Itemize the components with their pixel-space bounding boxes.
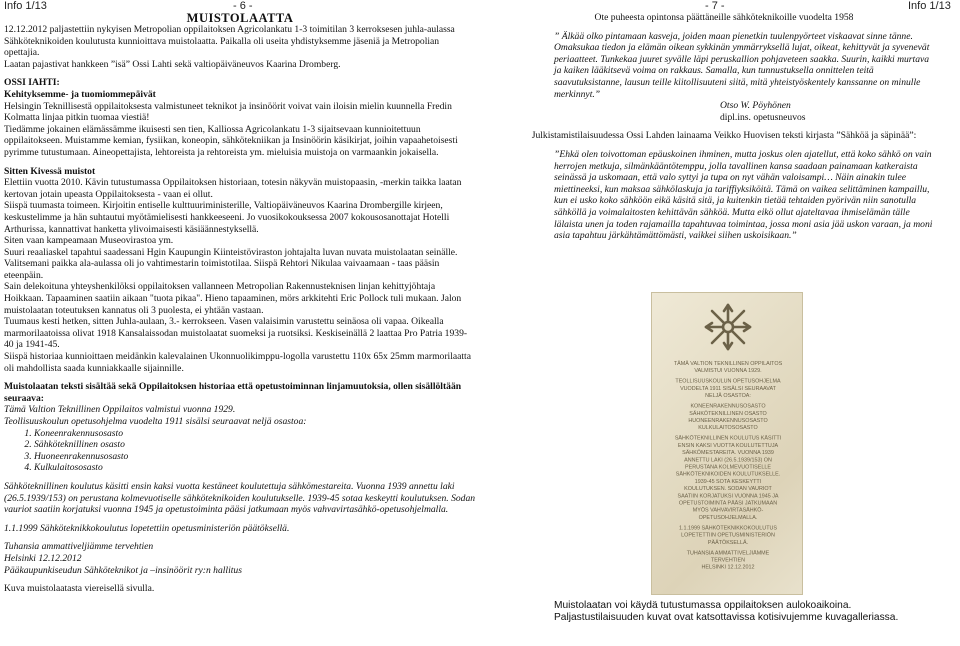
caption-line-2: Paljastustilaisuuden kuvat ovat katsottavissa kotisivujemme kuvagalleriassa. [554,612,899,624]
list-item: 3. Huoneenrakennusosasto [34,451,476,463]
plaque-text-line: HELSINKI 12.12.2012 [701,564,755,571]
section-body: Elettiin vuotta 2010. Kävin tutustumassa Oppilaitoksen historiaan, totesin näkyvän muistopaasin, -merkin taikka laatan kertovan jotain upeasta Oppilaitoksesta - vaan ei ollut. Siispä tuumasta toimeen. Kirjoitin entiselle kulttuuriministerille, Valtiopäiväneuvos Kaarina Drombergille kirjeen, keskustelimme ja hän suhtautui myötämielisesti hankkeeseeni. Jo vuosikokouksessa 2007 kokousosanottajat Hotelli Arthurissa, kannattivat hanketta ylivoimaisesti käsiäännestyksellä. Siten vaan kampeamaan Museovirastoa ym. Suuri reaaliaskel tapahtui saadessani Hgin Kaupungin Kiinteistöviraston johtajalta luvan nuvata muistolaatan seinälle. Valitsemani paikka ala-aulassa oli jo vahtimestarin toimistotilaa. Siispä Rehtori Nikulaa vaivaamaan - taas pääsin eteenpäin. Sain delekoituna yhteyshenkilöksi oppilaitoksen vallanneen Metropolian Rakennusteknisen linjan kehittyjöhtaja Hoikkaan. Tapaaminen saatiin aikaan "tuota pikaa". Hieno tapaaminen, mörs arkkitehti Eric Pollock tuli mukaan. Jalon muistolaatan toteutuksen kannatus oli 3 puolesta, ei yhtään vastaan. Tuumaus kesti hetken, sitten Juhla-aulaan, 3.- kerrokseen. Vasen valaisimin varustettu seinäosa oli vapaa. Oikealla marmorilaatoissa olivat 1918 Kansalaissodan muistolaatat suomeksi ja ruotsiksi. Keskiseinällä 2 laattaa Pro Patria 1939-40 ja 1941-45. Siispä historiaa kunnioittaen meidänkin kalevalainen Ukonnuolikimppu-logolla varustettu 110x 65x 25mm marmorilaatta oli mahdollista saada kunniakkaalle sijainnille. [4,177,471,374]
plaque-text-end: 1.1.1999 Sähköteknikkokoulutus lopetettiin opetusministeriön päätöksellä. [4,522,290,534]
plaque-text-line: OPETUSOHJELMALLA. [698,514,758,521]
plaque-text-line: 1.1.1999 SÄHKÖTEKNIKKOKOULUTUS [679,525,777,532]
plaque-text-line: SAATIIN KORJATUKSI VUONNA 1945 JA [677,493,779,500]
body-paragraph-1: Helsingin Teknillisestä oppilaitoksesta valmistuneet teknikot ja insinöörit voivat vain iloisin mielin kuunnella Fredin Kolmatta linjaa pitkin tuomaa viestiä! [4,100,452,124]
plaque-text-line: NELJÄ OSASTOA: [705,393,751,400]
plaque-text-line: ANNETTU LAKI (26.5.1939/153) ON [684,457,772,464]
plaque-text-line: ENSIN KAKSI VUOTTA KOULUTETTUJA [677,442,779,449]
page-number-left: - 6 - [233,0,253,12]
book-quote: ”Ehkä olen toivottoman epäuskoinen ihminen, mutta joskus olen ajatellut, että koko sähkö on vain herrojen metkuja, silmänkääntötemppu, jolla tavallinen kansa saadaan painamaan katkeraista seinässä ja uskomaan, että valo syttyi ja tupa on nyt vähän valoisampi… Näin ainakin tulee miettineeksi, kun maksaa sähkölaskuja ja tariffiyksiköitä. Tämä on vaikea selittäminen kampaillu, kun ei usko koko sähköön eikä käsitä sitä, ja kuitenkin tietää tehtaiden pyörivän niin sanotulla sähköllä ja voimalaitosten kehittävän sähköä. Mutta eikö ollut ajateltavaa ihmiselämän tälle lälaista unen ja toden rajamailla tapahtuvaa toimintaa, jossa moni asia jää uskon varaan, ja moni asia tapahtuu järkähtämättömästi, vaikkei siihen uskoisikaan.” [554,148,933,242]
plaque-text-line: 1939-45 SOTA KESKEYTTI [694,478,762,485]
section-heading: Sitten Kivessä muistot [4,165,96,177]
memorial-plaque [651,292,803,595]
left-page [4,12,476,595]
plaque-text-history: Sähköteknillinen koulutus käsitti ensin kaksi vuotta kestäneet koulutettuja sähkömestareita. Vuonna 1939 annettu laki (26.5.1939/153) on perustana kolmevuotiselle sähköteknikoiden koulutukselle. 1939-45 sotaa keskeytti koulutuksen. Sodan vauriot saatiin korjatuksi vuonna 1945 ja opetustoiminta pääsi jatkumaan myös vahvavirtasähkö-opetusohjelmalla. [4,480,476,516]
plaque-text-line: HUONEENRAKENNUSOSASTO [688,418,768,424]
intro-paragraph-2: Laatan pajastivat hankkeen ”isä” Ossi Lahti sekä valtiopäiväneuvos Kaarina Dromberg. [4,58,341,70]
plaque-text-line: TEOLLISUUSKOULUN OPETUSOHJELMA [675,378,781,385]
plaque-svg [652,293,804,596]
plaque-text-line: VALMISTUI VUONNA 1929. [694,368,762,375]
plaque-text-line: PERUSTANA KOLMEVUOTISELLE [685,464,771,471]
signature-name: Otso W. Pöyhönen [720,100,791,112]
caption-line-1: Muistolaatan voi käydä tutustumassa oppilaitoksen aulokoaikoina. [554,600,852,611]
plaque-text-line: SÄHKÖMESTAREITA. VUONNA 1939 [682,450,774,457]
signature-title: dipl.ins. opetusneuvos [720,111,806,123]
plaque-text-line: KOULUTUKSEN. SODAN VAURIOT [684,486,772,493]
right-info: Info 1/13 [908,0,951,12]
plaque-text-line: SÄHKÖTEKNILLINEN KOULUTUS KÄSITTI [674,435,782,442]
left-info: Info 1/13 [4,0,47,12]
list-item: 4. Kulkulaitososasto [34,462,476,474]
page-title: MUISTOLAATTA [186,11,294,25]
plaque-text-line: LOPETETTIIN OPETUSMINISTERIÖN [681,532,775,539]
right-page [492,12,956,242]
plaque-text-line: VUODELTA 1911 SISÄLSI SEURAAVAT [680,385,776,392]
plaque-text-line: PÄÄTÖKSELLÄ. [707,539,749,546]
plaque-text-intro: Tämä Valtion Teknillinen Oppilaitos valmistui vuonna 1929. Teollisuuskoulun opetusohjelma vuodelta 1911 sisälsi seuraavat neljä osastoa: [4,404,307,427]
list-item: 2. Sähköteknillinen osasto [34,439,476,451]
quote-intro: Ote puheesta opintonsa päättäneille sähköteknikoille vuodelta 1958 [594,12,854,23]
page-number-right: - 7 - [705,0,725,12]
arrow-bundle-emblem-icon [706,305,750,349]
plaque-photo [651,292,803,595]
photo-note: Kuva muistolaatasta viereisellä sivulla. [4,583,155,595]
plaque-text-line: SÄHKÖTEKNIKOIDEN KOULUTUKSELLE. [675,471,781,478]
plaque-text-line: TUHANSIA AMMATTIVELJIÄMME [686,550,770,557]
body-paragraph-2: Tiedämme jokainen elämässämme ikuisesti sen tien, Kalliossa Agricolankatu 1-3 sijaitsevaan kunnioitettuun oppilaitokseen. Muistamme kemian, fysiikan, koneopin, sähkötekniikan ja Insinöörin käsikirjat, joihin vapaahetoisesti pyrimme tutustumaan. Aineopettajista, lehtoreista ja rehtoreista ym. mieluisia muistoja on varmaankin jokaisella. [4,123,458,158]
plaque-text-line: MYÖS VAHVAVIRTASÄHKÖ- [692,507,764,514]
plaque-text-line: TERVEHTIEN [710,557,746,564]
closing-signature: Tuhansia ammattiveljiämme tervehtien Helsinki 12.12.2012 Pääkaupunkiseudun Sähköteknikot ja –insinöörit ry:n hallitus [4,541,242,576]
intro-paragraph: 12.12.2012 paljastettiin nykyisen Metropolian oppilaitoksen Agricolankatu 1-3 toimitilan 3 kerroksesen juhla-aulassa Sähköteknikoiden koulutusta kunnioittava muistolaatta. Paikalla oli useita yhdistyksemme jäseniä ja Metropolian opettajia. [4,24,455,59]
speech-quote: ” Älkää olko pintamaan kasveja, joiden maan pienetkin tuulenpyörteet viskaavat sinne tänne. Omaksukaa tiedon ja elämän oikean sykkinän ymmärryksellä lujat, oikeat, kehittyvät ja syvenevät periaatteet. Tunkekaa juuret syvälle läpi peruskallion pohjaveteen saakka. Suurin, kaikki murtava ja kaiken lääkitsevä voima on rakkaus. Samalla, kun tunnustuksella onnittelen teitä saavutuksistanne, lausun teille kiitollisuuteni siitä, mitä yhteistyöskentely kanssanne on minulle merkinnyt.” [554,30,930,100]
poem-intro: Julkistamistilaisuudessa Ossi Lahden lainaama Veikko Huovisen teksti kirjasta ”Sähköä ja säpinää”: [531,130,917,142]
plaque-text-line: SÄHKÖTEKNILLINEN OSASTO [689,410,767,417]
plaque-text-line: TÄMÄ VALTION TEKNILLINEN OPPILAITOS [673,361,783,367]
plaque-text-line: KONEENRAKENNUSOSASTO [690,403,766,410]
department-list [34,428,476,474]
photo-caption [554,600,954,625]
plaque-text-line: KULKULAITOSOSASTO [698,425,758,432]
plaque-text-heading: Muistolaatan teksti sisältää sekä Oppilaitoksen historiaa että opetustoiminnan linjamuutoksia, ollen sisällöltään seuraava: [4,381,462,404]
list-item: 1. Koneenrakennusosasto [34,428,476,440]
greeting-heading: Kehityksemme- ja tuomiommepäivät [4,88,156,100]
plaque-text-line: OPETUSTOIMINTA PÄÄSI JATKUMAAN [678,500,778,507]
speaker-heading: OSSI IAHTI: [4,77,60,89]
